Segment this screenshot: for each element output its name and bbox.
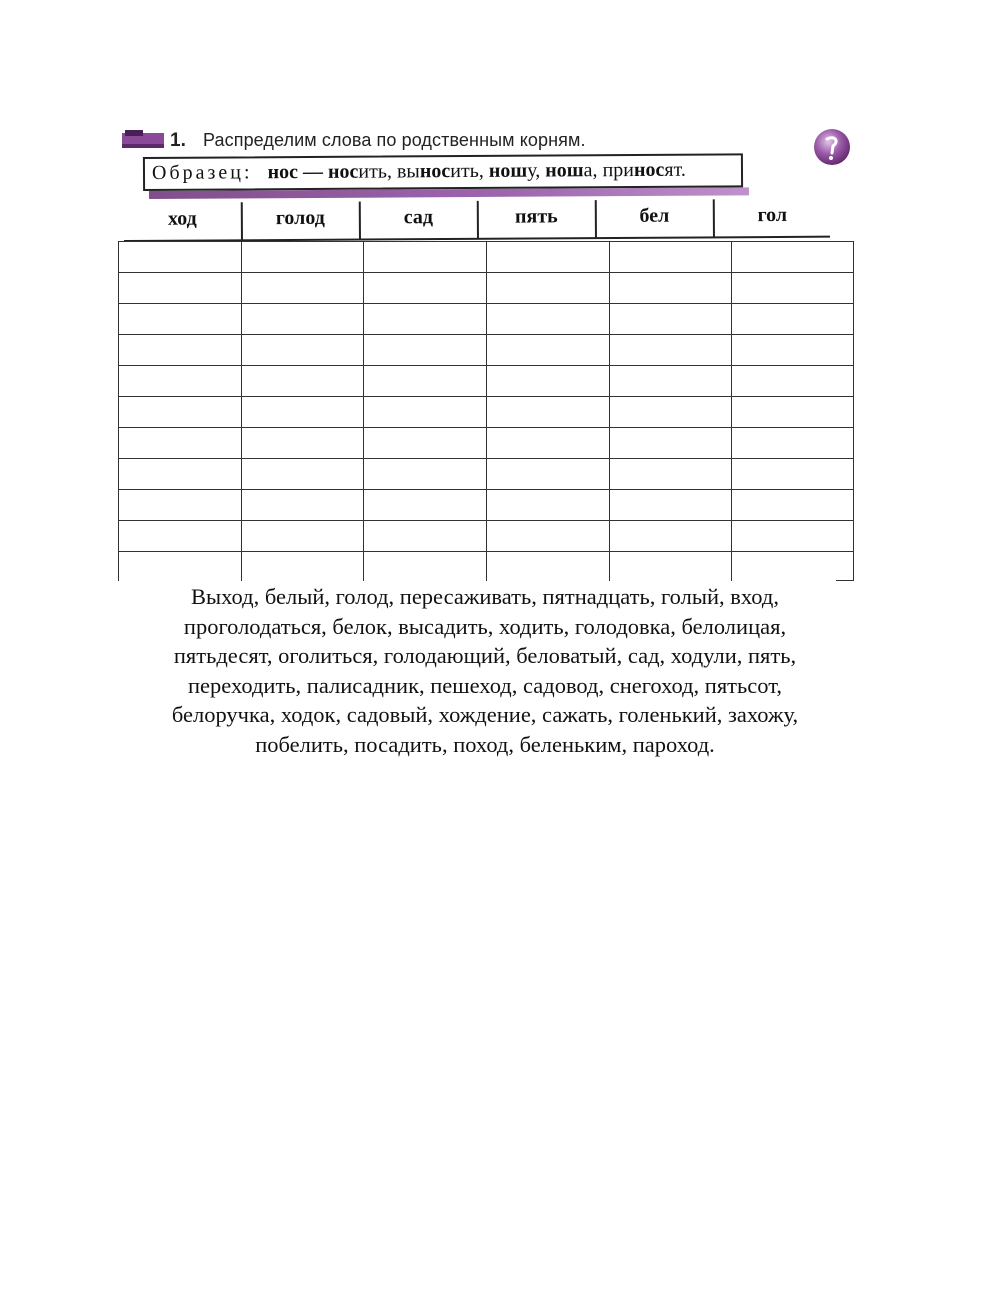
grid-column-line [609, 241, 610, 581]
sample-example-word: ношу, [488, 159, 546, 182]
sample-box [143, 153, 743, 191]
word-bank-line: побелить, посадить, поход, беленьким, пароход. [255, 731, 715, 757]
word-bank [100, 582, 870, 759]
grid-column-line [241, 241, 242, 581]
header-divider [477, 201, 479, 239]
task-instruction: Распределим слова по родственным корням. [203, 130, 586, 150]
header-cell: голод [275, 206, 325, 230]
header-cell: ход [167, 207, 197, 230]
table-header [124, 195, 834, 244]
header-divider [359, 202, 361, 240]
sample-example-word: носить, [327, 160, 397, 183]
header-divider [713, 199, 715, 237]
sample-example-word: приносят. [602, 158, 686, 182]
grid-column-line [486, 241, 487, 581]
sample-dash: — [297, 160, 329, 184]
header-divider [241, 202, 243, 240]
word-bank-line: пятьдесят, оголиться, голодающий, беловатый, сад, ходули, пять, [173, 643, 797, 668]
header-divider [595, 200, 597, 238]
word-bank-line: проголодаться, белок, высадить, ходить, голодовка, белолицая, [183, 613, 787, 639]
grid-column-line [731, 241, 732, 581]
grid-column-line [363, 241, 364, 581]
word-bank-line: белоручка, ходок, садовый, хождение, сажать, голенький, захожу, [171, 702, 799, 727]
bookmark-icon [122, 130, 164, 150]
answer-grid [118, 241, 854, 581]
header-cell: сад [403, 206, 434, 229]
grid-column-line [118, 241, 119, 581]
circular-badge-icon [812, 127, 852, 167]
word-bank-line: Выход, белый, голод, пересаживать, пятнадцать, голый, вход, [191, 584, 779, 609]
sample-example-word: выносить, [396, 159, 489, 183]
header-cell: гол [757, 203, 788, 227]
grid-edge-tick [836, 580, 854, 581]
grid-column-line [853, 241, 854, 581]
header-cell: пять [514, 205, 558, 228]
word-bank-line: переходить, палисадник, пешеход, садовод, снегоход, пятьсот, [188, 672, 782, 698]
task-number: 1. [170, 130, 186, 151]
sample-label: Образец: [151, 161, 253, 184]
sample-example-word: ноша, [545, 159, 603, 182]
sample-root-word: нос [267, 161, 299, 184]
header-cell: бел [639, 204, 670, 227]
sample-examples [328, 159, 686, 183]
